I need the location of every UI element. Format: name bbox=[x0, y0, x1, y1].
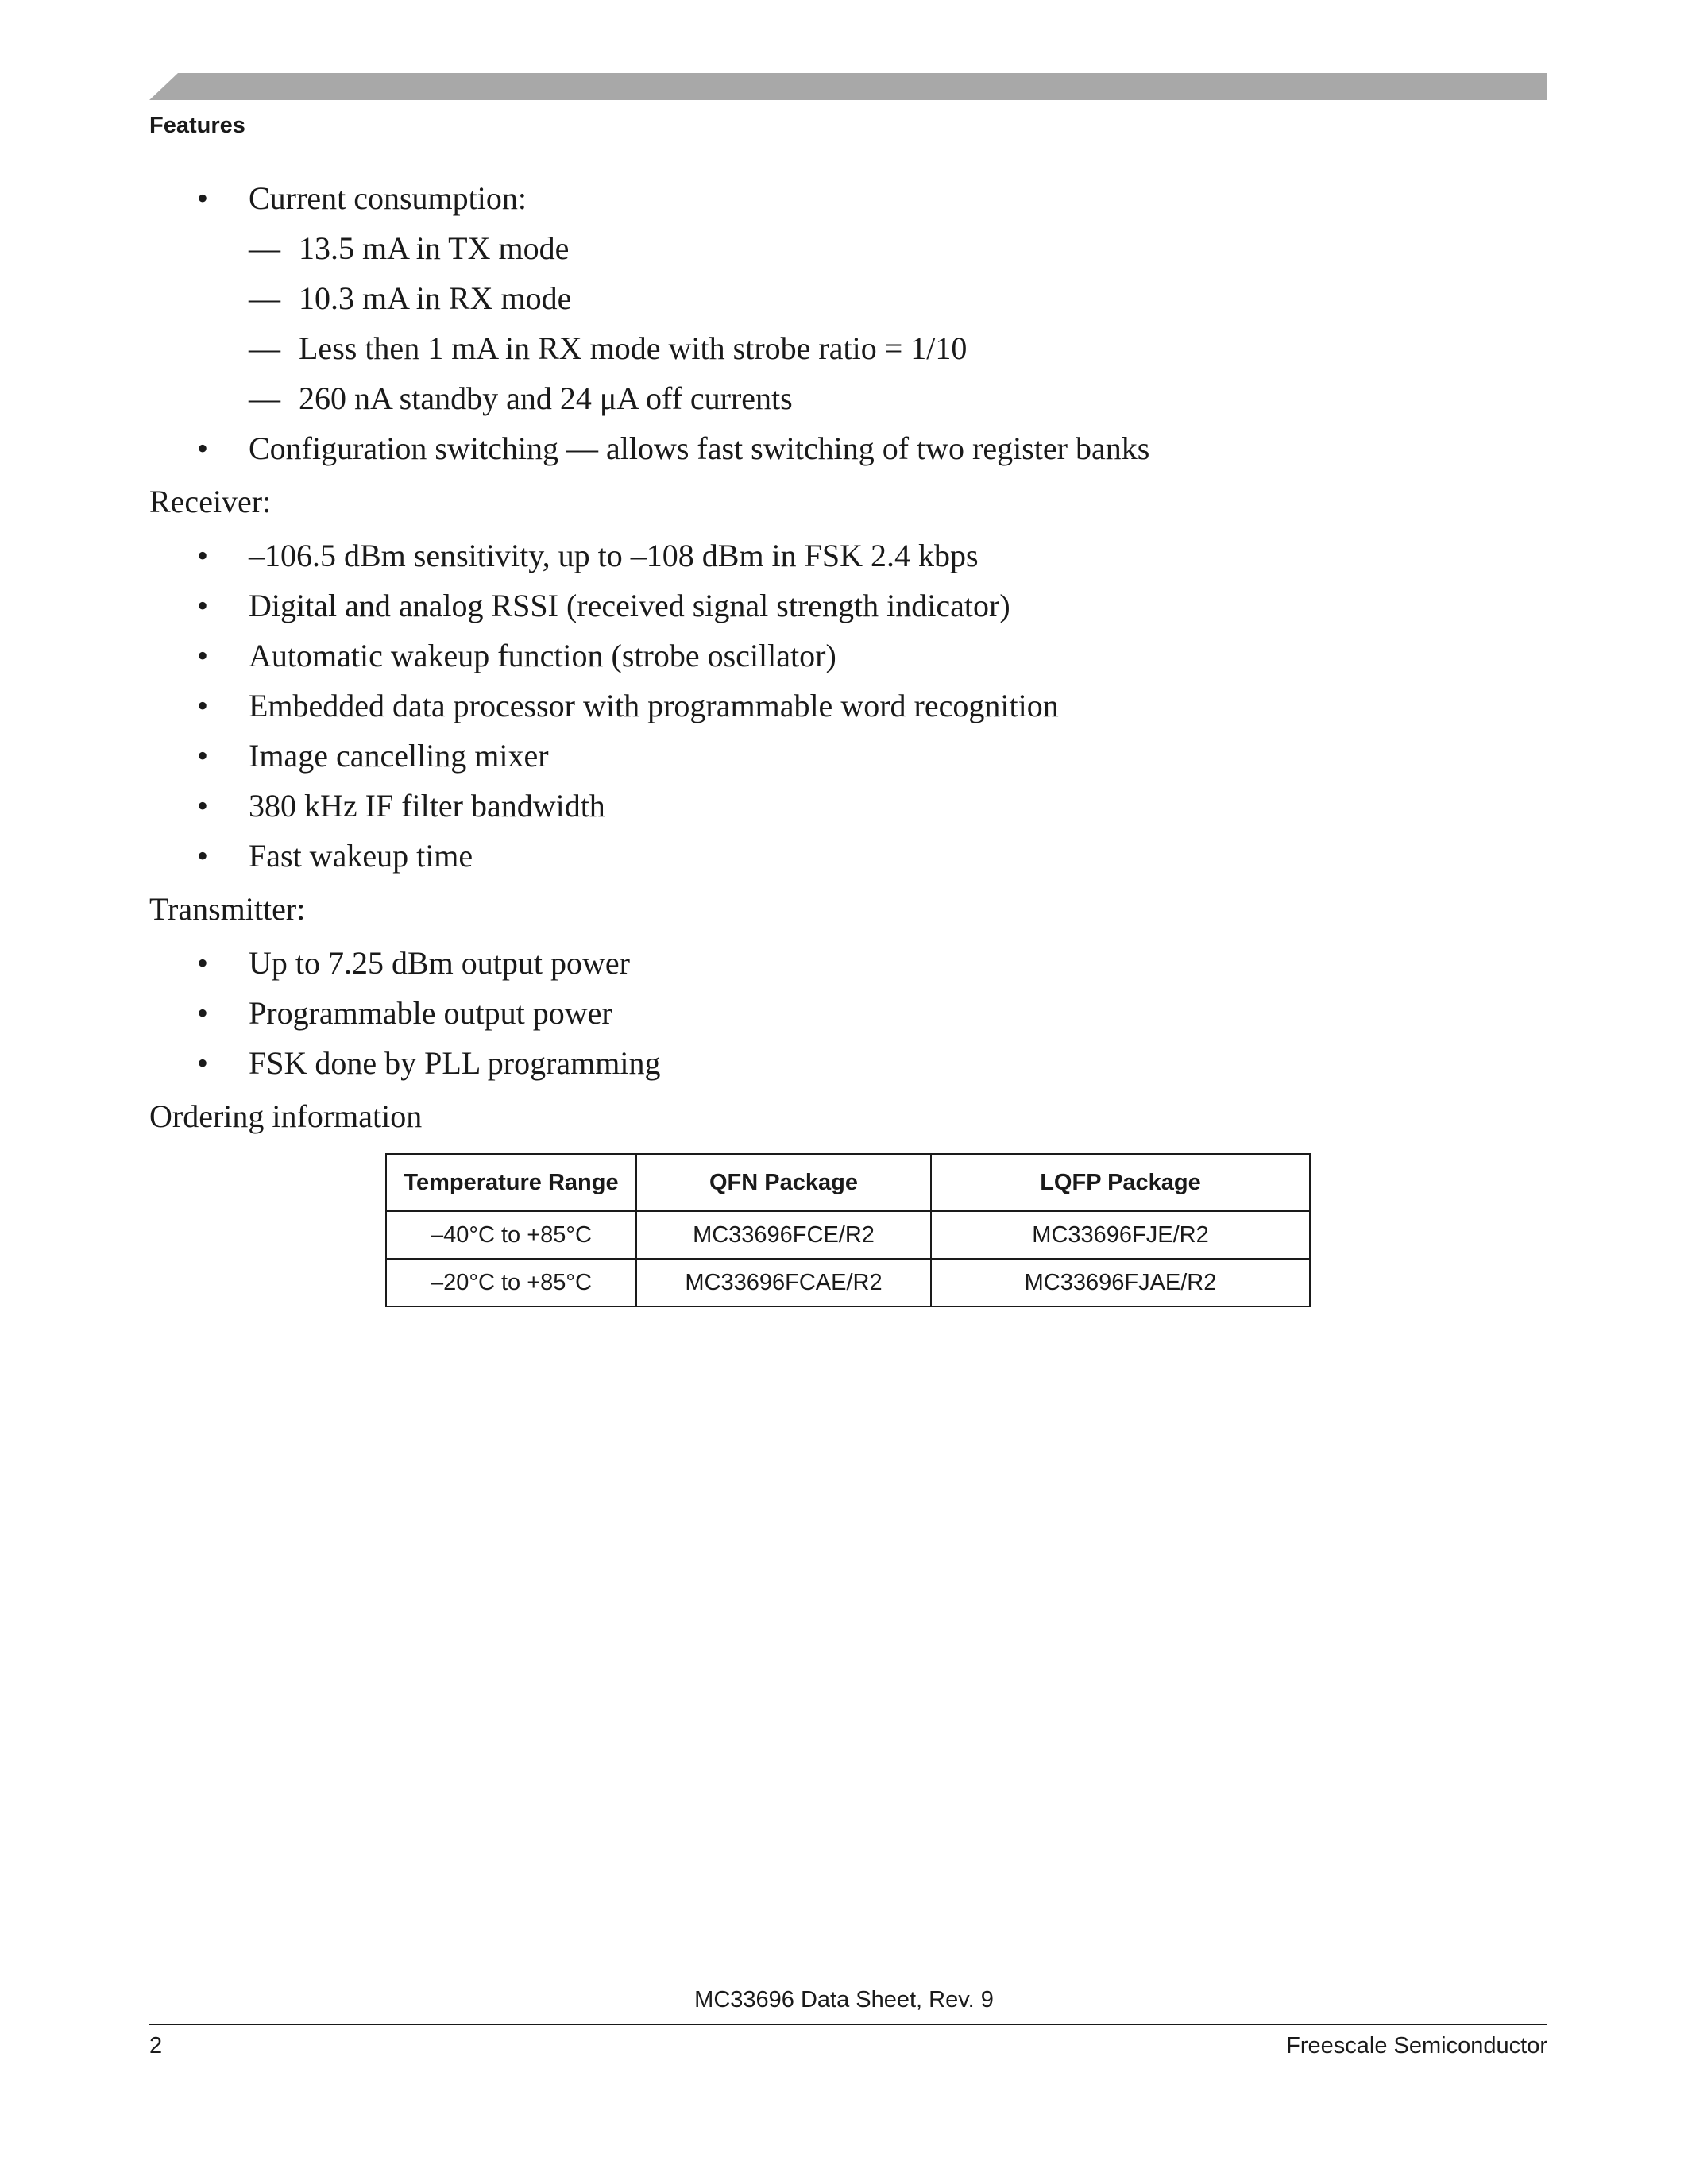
bullet-text: Current consumption: bbox=[249, 180, 527, 216]
sub-item bbox=[149, 323, 1547, 373]
dash-marker: — bbox=[249, 230, 280, 266]
bullet-marker: • bbox=[197, 430, 209, 466]
bullet-item bbox=[149, 681, 1547, 731]
header-bar-shape bbox=[149, 73, 1547, 100]
column-header: LQFP Package bbox=[931, 1154, 1310, 1211]
bullet-text: Digital and analog RSSI (received signal strength indicator) bbox=[249, 588, 1010, 623]
sub-item-text: Less then 1 mA in RX mode with strobe ratio = 1/10 bbox=[299, 330, 968, 366]
sub-item-text: 13.5 mA in TX mode bbox=[299, 230, 570, 266]
column-header: Temperature Range bbox=[386, 1154, 636, 1211]
ordering-heading: Ordering information bbox=[149, 1098, 423, 1134]
sub-item bbox=[149, 223, 1547, 273]
bullet-marker: • bbox=[197, 1045, 209, 1081]
table-cell: –40°C to +85°C bbox=[386, 1211, 636, 1259]
bullet-item bbox=[149, 988, 1547, 1038]
bullet-text: Image cancelling mixer bbox=[249, 738, 549, 774]
footer-doc-title: MC33696 Data Sheet, Rev. 9 bbox=[694, 1987, 994, 2012]
header-bar bbox=[149, 73, 1547, 100]
bullet-item bbox=[149, 581, 1547, 631]
bullet-text: Automatic wakeup function (strobe oscillator) bbox=[249, 638, 836, 673]
footer-divider bbox=[149, 2024, 1547, 2025]
bullet-marker: • bbox=[197, 180, 209, 216]
bullet-text: Embedded data processor with programmable word recognition bbox=[249, 688, 1059, 723]
table-cell: MC33696FCAE/R2 bbox=[636, 1259, 931, 1306]
table-row bbox=[386, 1259, 1310, 1306]
dash-marker: — bbox=[249, 280, 280, 316]
bullet-item bbox=[149, 831, 1547, 881]
bullet-marker: • bbox=[197, 788, 209, 824]
section-label: Features bbox=[149, 113, 245, 138]
bullet-marker: • bbox=[197, 838, 209, 874]
bullet-marker: • bbox=[197, 688, 209, 723]
bullet-text: Configuration switching — allows fast switching of two register banks bbox=[249, 430, 1150, 466]
table-cell: MC33696FCE/R2 bbox=[636, 1211, 931, 1259]
bullet-marker: • bbox=[197, 638, 209, 673]
page-number: 2 bbox=[149, 2033, 163, 2059]
bullet-item bbox=[149, 631, 1547, 681]
bullet-item bbox=[149, 781, 1547, 831]
bullet-text: –106.5 dBm sensitivity, up to –108 dBm in FSK 2.4 kbps bbox=[249, 538, 979, 573]
bullet-text: Fast wakeup time bbox=[249, 838, 473, 874]
column-header: QFN Package bbox=[636, 1154, 931, 1211]
bullet-item bbox=[149, 731, 1547, 781]
bullet-marker: • bbox=[197, 945, 209, 981]
bullet-marker: • bbox=[197, 588, 209, 623]
sub-item-text: 260 nA standby and 24 μA off currents bbox=[299, 380, 793, 416]
table-row bbox=[386, 1211, 1310, 1259]
table-cell: –20°C to +85°C bbox=[386, 1259, 636, 1306]
transmitter-heading: Transmitter: bbox=[149, 891, 306, 927]
bullet-marker: • bbox=[197, 995, 209, 1031]
table-header-row bbox=[386, 1154, 1310, 1211]
features-content bbox=[149, 173, 1547, 1145]
bullet-item bbox=[149, 938, 1547, 988]
receiver-heading: Receiver: bbox=[149, 484, 272, 519]
dash-marker: — bbox=[249, 330, 280, 366]
bullet-text: Up to 7.25 dBm output power bbox=[249, 945, 630, 981]
bullet-item bbox=[149, 531, 1547, 581]
bullet-text: FSK done by PLL programming bbox=[249, 1045, 661, 1081]
sub-item-text: 10.3 mA in RX mode bbox=[299, 280, 572, 316]
bullet-item bbox=[149, 1038, 1547, 1088]
table-cell: MC33696FJAE/R2 bbox=[931, 1259, 1310, 1306]
sub-item bbox=[149, 273, 1547, 323]
bullet-text: 380 kHz IF filter bandwidth bbox=[249, 788, 605, 824]
bullet-marker: • bbox=[197, 538, 209, 573]
ordering-table bbox=[385, 1153, 1311, 1307]
bullet-item bbox=[149, 423, 1547, 473]
bullet-item bbox=[149, 173, 1547, 223]
sub-item bbox=[149, 373, 1547, 423]
footer-company: Freescale Semiconductor bbox=[1286, 2033, 1547, 2059]
table-cell: MC33696FJE/R2 bbox=[931, 1211, 1310, 1259]
bullet-marker: • bbox=[197, 738, 209, 774]
dash-marker: — bbox=[249, 380, 280, 416]
bullet-text: Programmable output power bbox=[249, 995, 612, 1031]
